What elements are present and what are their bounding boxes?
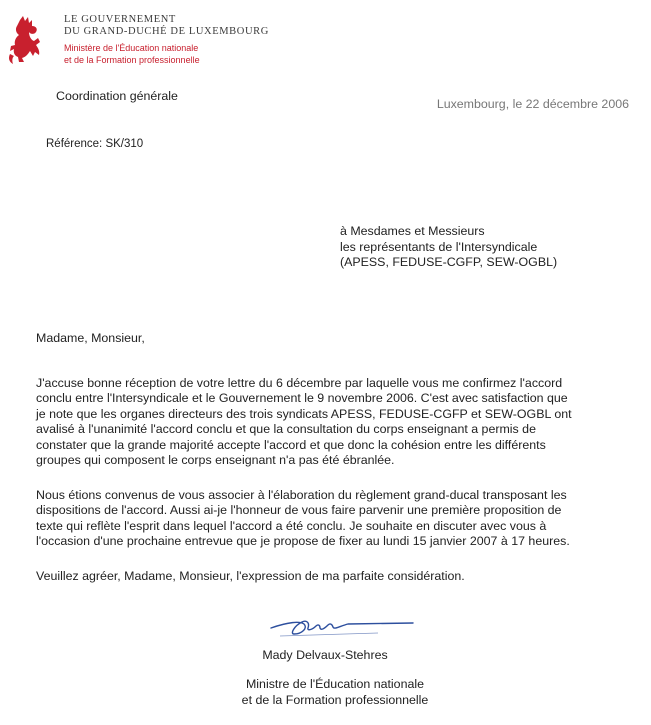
body-line: constater que la grande majorité accepte l'accord et que donc la cohésion entre les différents — [36, 437, 546, 452]
government-name-line1: LE GOUVERNEMENT — [64, 14, 176, 25]
recipient-block — [340, 224, 557, 271]
recipient-line3: (APESS, FEDUSE-CGFP, SEW-OGBL) — [340, 255, 558, 269]
government-name-line2: DU GRAND-DUCHÉ DE LUXEMBOURG — [64, 26, 269, 37]
body-line: l'occasion d'une prochaine entrevue que je propose de fixer au lundi 15 janvier 2007 à 17 heures. — [36, 534, 570, 549]
body-line: Nous étions convenus de vous associer à l'élaboration du règlement grand-ducal transposant les — [36, 488, 567, 502]
department-label: Coordination générale — [56, 89, 178, 103]
place-date: Luxembourg, le 22 décembre 2006 — [436, 97, 629, 111]
signatory-name: Mady Delvaux-Stehres — [262, 648, 388, 662]
signatory-title — [200, 677, 470, 708]
recipient-line1: à Mesdames et Messieurs — [340, 224, 485, 238]
body-line: groupes qui composent le corps enseignant n'a pas été ébranlée. — [36, 453, 395, 468]
recipient-line2: les représentants de l'Intersyndicale — [340, 239, 538, 254]
body-line: dispositions de l'accord. Aussi ai-je l'honneur de vous faire parvenir une première proposition de — [36, 503, 562, 518]
signatory-title-line1: Ministre de l'Éducation nationale — [245, 677, 424, 691]
handwritten-signature-icon — [268, 612, 418, 640]
signatory-title-line2: et de la Formation professionnelle — [241, 692, 429, 707]
salutation: Madame, Monsieur, — [36, 331, 145, 345]
reference: Référence: SK/310 — [46, 138, 144, 150]
ministry-name-line1: Ministère de l'Éducation nationale — [64, 43, 199, 53]
ministry-name-line2: et de la Formation professionnelle — [64, 55, 200, 65]
closing-formula: Veuillez agréer, Madame, Monsieur, l'expression de ma parfaite considération. — [36, 569, 465, 583]
body-line: je note que les organes directeurs des trois syndicats APESS, FEDUSE-CGFP et SEW-OGBL ont — [36, 406, 572, 421]
body-line: texte qui reflète l'esprit dans lequel l'accord a été conclu. Je souhaite en discuter avec vous à — [36, 518, 547, 533]
body-paragraph-1 — [36, 376, 636, 468]
body-paragraph-2 — [36, 488, 636, 550]
body-line: J'accuse bonne réception de votre lettre du 6 décembre par laquelle vous me confirmez l'accord — [36, 376, 563, 390]
body-line: conclu entre l'Intersyndicale et le Gouvernement le 9 novembre 2006. C'est avec satisfaction que — [36, 391, 568, 406]
body-line: avalisé à l'unanimité l'accord conclu et que la consultation du corps enseignant a permis de — [36, 422, 536, 437]
luxembourg-lion-logo-icon — [6, 14, 46, 66]
